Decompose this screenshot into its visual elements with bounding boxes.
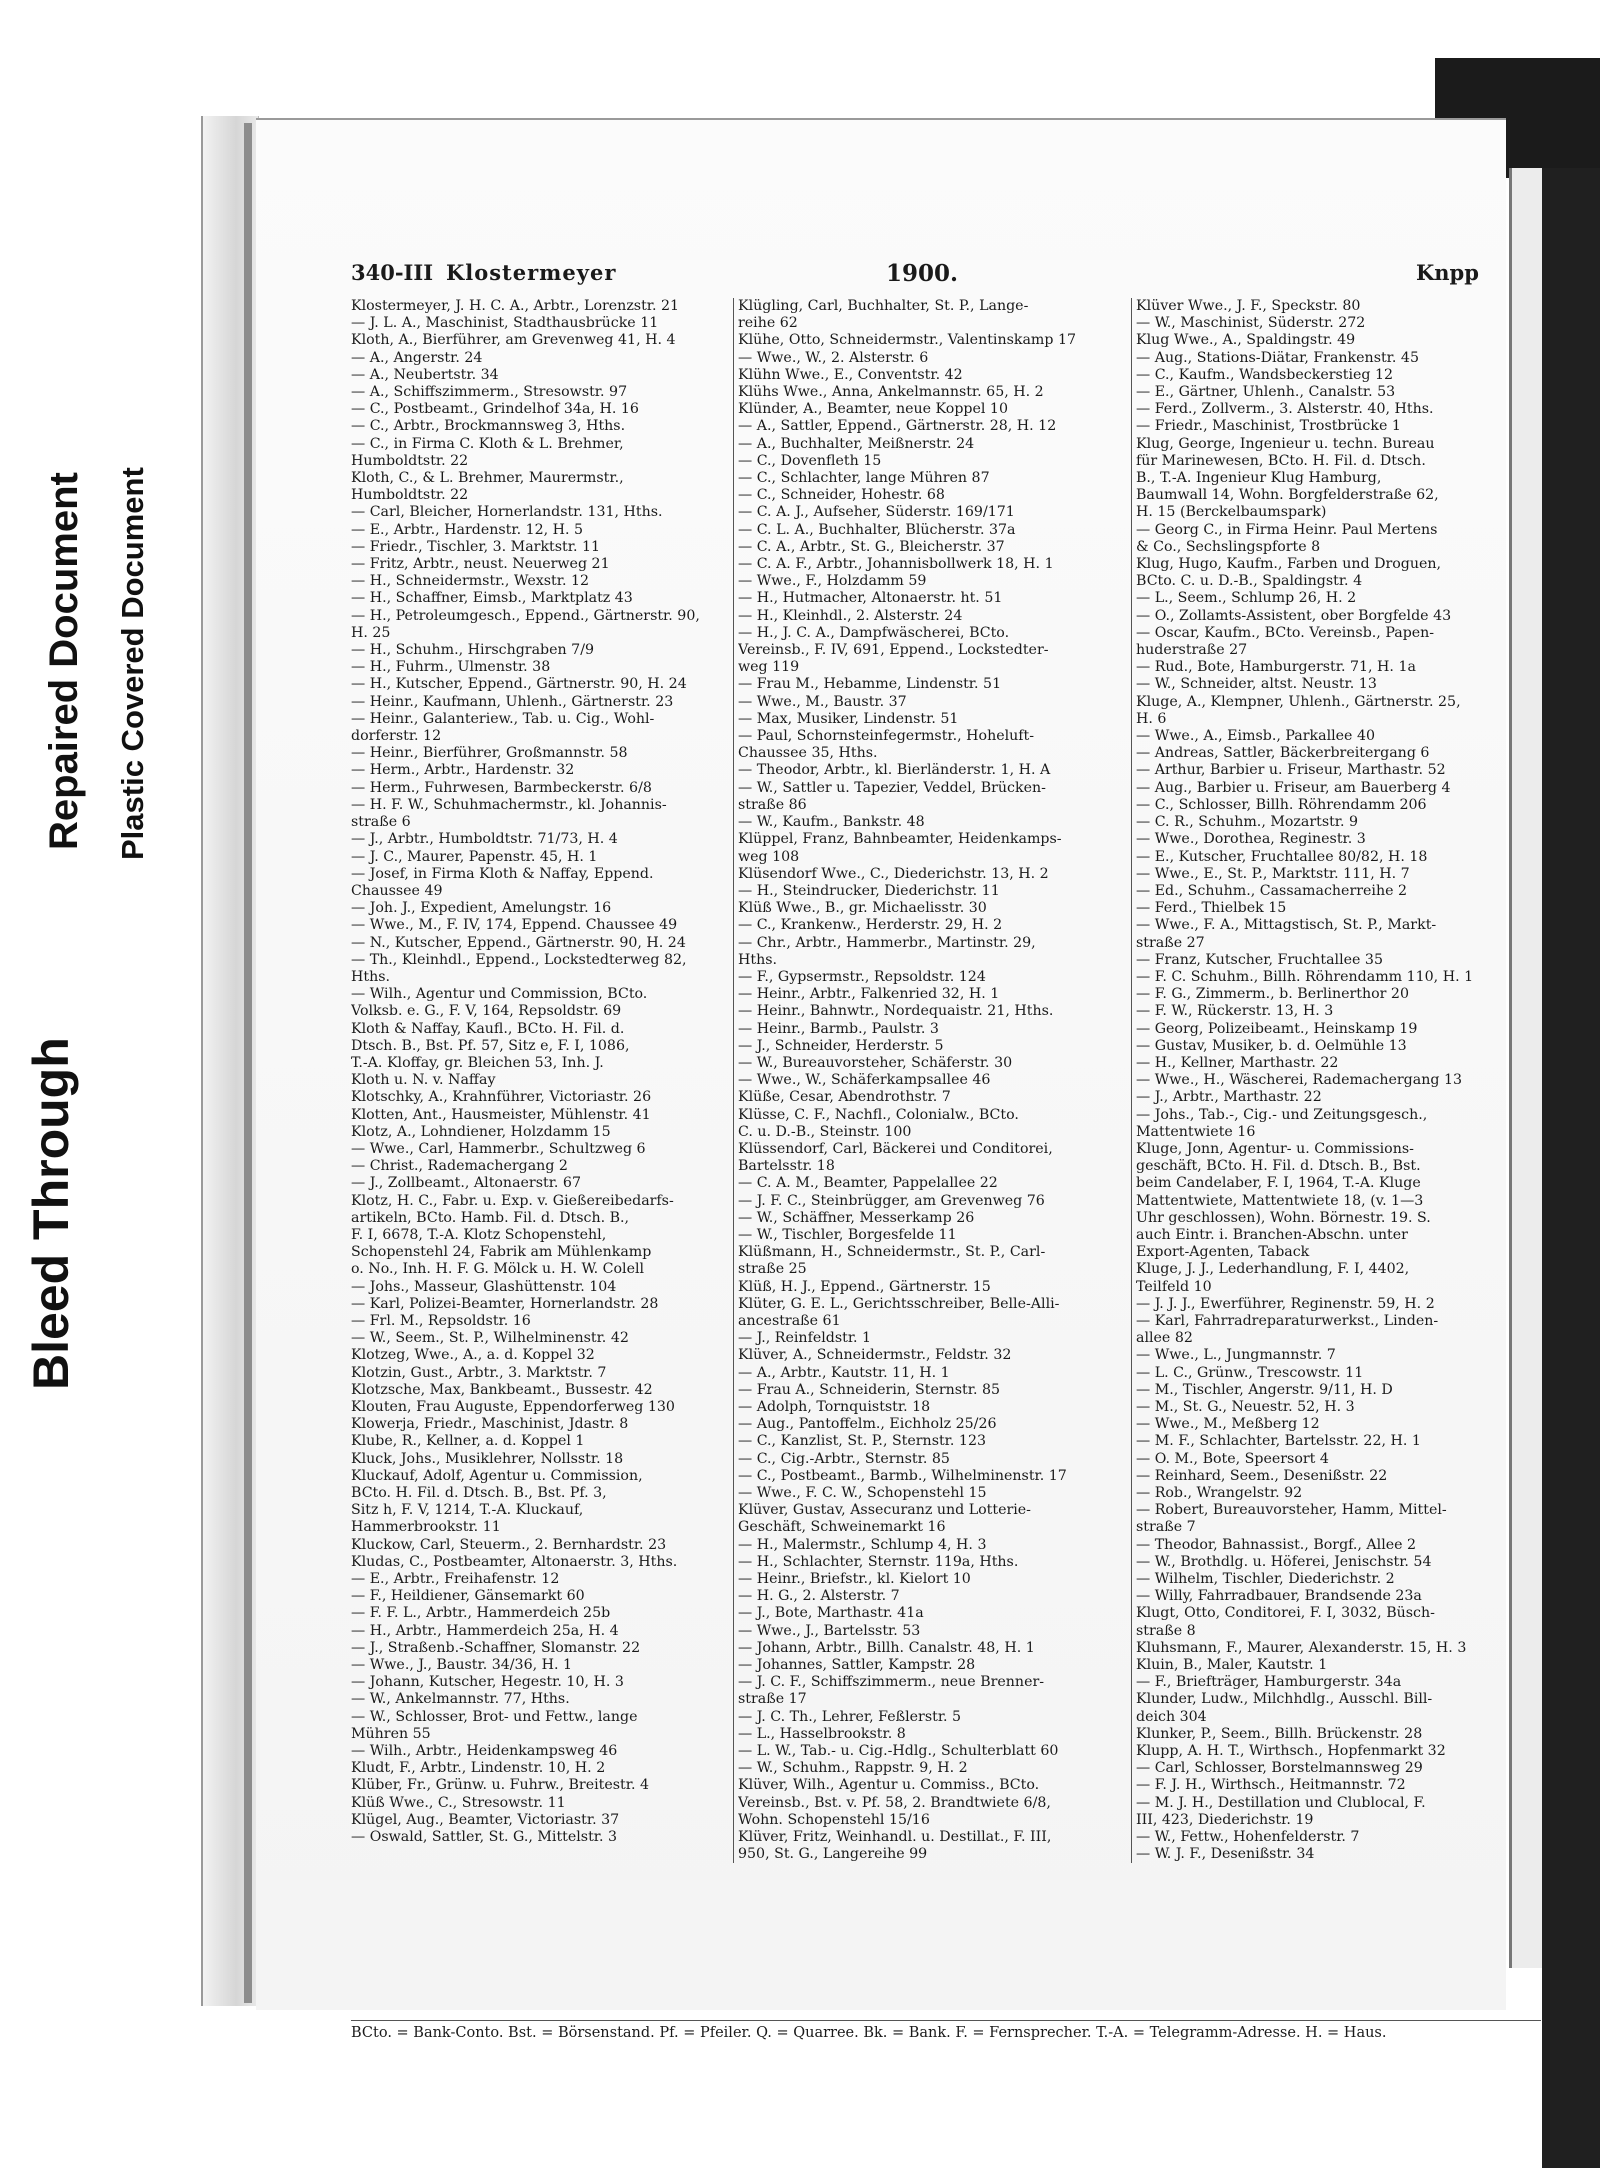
directory-entry-line: — C., Dovenfleth 15 (738, 452, 882, 469)
directory-entry-line: — H., J. C. A., Dampfwäscherei, BCto. (738, 624, 1010, 641)
directory-entry-line: — W., Schuhm., Rappstr. 9, H. 2 (738, 1760, 968, 1777)
directory-entry-line: Klüppel, Franz, Bahnbeamter, Heidenkamps- (738, 831, 1062, 848)
directory-entry-line: — Aug., Pantoffelm., Eichholz 25/26 (738, 1416, 997, 1433)
directory-entry-line: — A., Neubertstr. 34 (351, 366, 499, 383)
directory-entry-line: Klügling, Carl, Buchhalter, St. P., Lange- (738, 298, 1029, 314)
directory-entry-line: — Frau M., Hebamme, Lindenstr. 51 (738, 676, 1002, 693)
directory-entry-line: Teilfeld 10 (1136, 1278, 1212, 1295)
directory-entry-line: — Wwe., J., Baustr. 34/36, H. 1 (351, 1657, 573, 1674)
directory-entry-line: — Joh. J., Expedient, Amelungstr. 16 (351, 900, 612, 917)
directory-entry-line: — H., Kutscher, Eppend., Gärtnerstr. 90, H. 24 (351, 676, 687, 693)
directory-entry-line: — C. A. J., Aufseher, Süderstr. 169/171 (738, 504, 1015, 521)
directory-entry-line: — Ed., Schuhm., Cassamacherreihe 2 (1136, 882, 1408, 899)
directory-entry-line: Vereinsb., Bst. v. Pf. 58, 2. Brandtwiete 6/8, (738, 1794, 1051, 1811)
directory-entry-line: — L. C., Grünw., Trescowstr. 11 (1136, 1364, 1364, 1381)
directory-entry-line: Klüssendorf, Carl, Bäckerei und Conditorei, (738, 1140, 1053, 1157)
directory-entry-line: — Ferd., Zollverm., 3. Alsterstr. 40, Hths. (1136, 401, 1434, 418)
directory-entry-line: — C., in Firma C. Kloth & L. Brehmer, (351, 435, 624, 452)
directory-entry-line: — Herm., Arbtr., Hardenstr. 32 (351, 762, 575, 779)
directory-entry-line: — Heinr., Arbtr., Falkenried 32, H. 1 (738, 986, 1000, 1003)
directory-entry-line: — L. W., Tab.- u. Cig.-Hdlg., Schulterblatt 60 (738, 1743, 1059, 1760)
directory-entry-line: — A., Arbtr., Kautstr. 11, H. 1 (738, 1364, 950, 1381)
directory-entry-line: — Arthur, Barbier u. Friseur, Marthastr. 52 (1136, 762, 1446, 779)
plastic-covered-label: Plastic Covered Document (115, 467, 150, 860)
directory-entry-line: H. 15 (Berckelbaumspark) (1136, 504, 1327, 521)
directory-entry-line: Kluge, Jonn, Agentur- u. Commissions- (1136, 1140, 1414, 1157)
directory-entry-line: Klühn Wwe., E., Conventstr. 42 (738, 366, 963, 383)
directory-entry-line: — C., Kaufm., Wandsbeckerstieg 12 (1136, 366, 1394, 383)
directory-entry-line: — Georg, Polizeibeamt., Heinskamp 19 (1136, 1020, 1418, 1037)
directory-entry-line: — F. G., Zimmerm., b. Berlinerthor 20 (1136, 986, 1409, 1003)
directory-entry-line: — Willy, Fahrradbauer, Brandsende 23a (1136, 1588, 1422, 1605)
directory-entry-line: Kludas, C., Postbeamter, Altonaerstr. 3, Hths. (351, 1553, 678, 1570)
directory-entry-line: — Wwe., W., Schäferkampsallee 46 (738, 1072, 991, 1089)
directory-entry-line: Klüsse, C. F., Nachfl., Colonialw., BCto. (738, 1106, 1019, 1123)
directory-entry-line: — Adolph, Tornquiststr. 18 (738, 1399, 931, 1415)
directory-entry-line: — Carl, Schlosser, Borstelmannsweg 29 (1136, 1760, 1423, 1777)
directory-entry-line: Kluckow, Carl, Steuerm., 2. Bernhardstr. 23 (351, 1536, 667, 1553)
directory-entry-line: — Wilhelm, Tischler, Diederichstr. 2 (1136, 1571, 1395, 1588)
directory-entry-line: auch Eintr. i. Branchen-Abschn. unter (1136, 1226, 1408, 1243)
directory-entry-line: Hths. (351, 968, 391, 985)
directory-entry-line: — C. A. M., Beamter, Pappelallee 22 (738, 1175, 998, 1192)
directory-entry-line: — Josef, in Firma Kloth & Naffay, Eppend. (351, 865, 654, 882)
directory-entry-line: Klunker, P., Seem., Billh. Brückenstr. 28 (1136, 1725, 1423, 1742)
directory-entry-line: Klotzin, Gust., Arbtr., 3. Marktstr. 7 (351, 1364, 607, 1381)
directory-entry-line: Mühren 55 (351, 1725, 431, 1742)
directory-entry-line: Klotschky, A., Krahnführer, Victoriastr. 26 (351, 1089, 652, 1106)
directory-entry-line: Mattentwiete 16 (1136, 1123, 1256, 1140)
directory-entry-line: Klüber, Fr., Grünw. u. Fuhrw., Breitestr. 4 (351, 1777, 649, 1794)
directory-entry-line: deich 304 (1136, 1708, 1207, 1725)
directory-entry-line: — A., Sattler, Eppend., Gärtnerstr. 28, H. 12 (738, 418, 1057, 435)
directory-entry-line: — F., Briefträger, Hamburgerstr. 34a (1136, 1674, 1402, 1691)
directory-entry-line: — H., Kleinhdl., 2. Alsterstr. 24 (738, 607, 963, 624)
directory-page (256, 118, 1506, 2041)
directory-entry-line: — C. R., Schuhm., Mozartstr. 9 (1136, 814, 1359, 831)
directory-entry-line: — W., Ankelmannstr. 77, Hths. (351, 1691, 570, 1708)
directory-entry-line: Humboldtstr. 22 (351, 452, 469, 469)
directory-entry-line: Uhr geschlossen), Wohn. Börnestr. 19. S. (1136, 1209, 1431, 1226)
directory-entry-line: Klühe, Otto, Schneidermstr., Valentinskamp 17 (738, 332, 1077, 349)
directory-entry-line: Klüß Wwe., B., gr. Michaelisstr. 30 (738, 900, 987, 917)
directory-entry-line: — L., Seem., Schlump 26, H. 2 (1136, 590, 1357, 607)
directory-entry-line: — H., Arbtr., Hammerdeich 25a, H. 4 (351, 1622, 619, 1639)
directory-entry-line: — Aug., Stations-Diätar, Frankenstr. 45 (1136, 349, 1419, 366)
directory-entry-line: — C., Schneider, Hohestr. 68 (738, 487, 945, 504)
directory-entry-line: — Johann, Kutscher, Hegestr. 10, H. 3 (351, 1674, 624, 1691)
directory-entry-line: — Karl, Polizei-Beamter, Hornerlandstr. 28 (351, 1295, 659, 1312)
directory-entry-line: — E., Kutscher, Fruchtallee 80/82, H. 18 (1136, 848, 1428, 865)
directory-entry-line: Kluge, J. J., Lederhandlung, F. I, 4402, (1136, 1261, 1410, 1278)
header-left-keyword: Klostermeyer (446, 260, 617, 285)
directory-entry-line: — N., Kutscher, Eppend., Gärtnerstr. 90, H. 24 (351, 934, 686, 951)
directory-entry-line: huderstraße 27 (1136, 642, 1248, 659)
directory-entry-line: — Ferd., Thielbek 15 (1136, 900, 1287, 917)
label-sidebar (0, 0, 200, 2177)
directory-entry-line: Klüß Wwe., C., Stresowstr. 11 (351, 1794, 566, 1811)
directory-entry-line: — Frl. M., Repsoldstr. 16 (351, 1312, 531, 1329)
directory-entry-line: — J. C., Maurer, Papenstr. 45, H. 1 (351, 848, 598, 865)
directory-entry-line: 950, St. G., Langereihe 99 (738, 1846, 928, 1863)
directory-entry-line: F. I, 6678, T.-A. Klotz Schopenstehl, (351, 1226, 607, 1243)
directory-entry-line: — H. F. W., Schuhmachermstr., kl. Johannis- (351, 796, 667, 813)
directory-entry-line: — M., Tischler, Angerstr. 9/11, H. D (1136, 1381, 1393, 1398)
directory-entry-line: — H., Schneidermstr., Wexstr. 12 (351, 573, 590, 590)
directory-entry-line: — M. J. H., Destillation und Clublocal, F. (1136, 1794, 1426, 1811)
directory-entry-line: — W., Sattler u. Tapezier, Veddel, Brücken- (738, 779, 1046, 796)
directory-entry-line: — Wwe., W., 2. Alsterstr. 6 (738, 349, 929, 366)
directory-entry-line: — C. A. F., Arbtr., Johannisbollwerk 18, H. 1 (738, 556, 1054, 573)
column-2 (733, 298, 1133, 1863)
directory-entry-line: Klüver, Gustav, Assecuranz und Lotterie- (738, 1502, 1031, 1519)
directory-entry-line: Volksb. e. G., F. V, 164, Repsoldstr. 69 (351, 1003, 622, 1020)
directory-entry-line: — Heinr., Bahnwtr., Nordequaistr. 21, Hths. (738, 1003, 1054, 1020)
directory-entry-line: — W., Kaufm., Bankstr. 48 (738, 814, 925, 831)
directory-entry-line: Klug, George, Ingenieur u. techn. Bureau (1136, 435, 1435, 452)
directory-entry-line: Klug, Hugo, Kaufm., Farben und Droguen, (1136, 556, 1442, 573)
directory-entry-line: — J., Arbtr., Humboldtstr. 71/73, H. 4 (351, 831, 618, 848)
directory-entry-line: — Theodor, Bahnassist., Borgf., Allee 2 (1136, 1536, 1417, 1553)
directory-entry-line: Vereinsb., F. IV, 691, Eppend., Lockstedter- (738, 642, 1049, 659)
directory-entry-line: Hths. (738, 951, 778, 968)
directory-entry-line: — Robert, Bureauvorsteher, Hamm, Mittel- (1136, 1502, 1447, 1519)
directory-entry-line: — Wwe., M., Baustr. 37 (738, 693, 907, 710)
directory-entry-line: Klotzeg, Wwe., A., a. d. Koppel 32 (351, 1347, 595, 1364)
scan-background-right (1542, 168, 1600, 2168)
directory-entry-line: — Max, Musiker, Lindenstr. 51 (738, 710, 959, 727)
directory-entry-line: — Aug., Barbier u. Friseur, am Bauerberg 4 (1136, 779, 1451, 796)
directory-entry-line: Klowerja, Friedr., Maschinist, Jdastr. 8 (351, 1416, 629, 1433)
directory-entry-line: — Heinr., Bierführer, Großmannstr. 58 (351, 745, 628, 762)
directory-entry-line: BCto. H. Fil. d. Dtsch. B., Bst. Pf. 3, (351, 1485, 607, 1502)
directory-entry-line: Wohn. Schopenstehl 15/16 (738, 1811, 930, 1828)
directory-entry-line: für Marinewesen, BCto. H. Fil. d. Dtsch. (1136, 452, 1426, 469)
directory-entry-line: weg 119 (738, 659, 800, 676)
directory-entry-line: — C., Postbeamt., Grindelhof 34a, H. 16 (351, 401, 639, 418)
directory-entry-line: — A., Schiffszimmerm., Stresowstr. 97 (351, 384, 628, 401)
directory-entry-line: — F. F. L., Arbtr., Hammerdeich 25b (351, 1605, 611, 1622)
directory-entry-line: C. u. D.-B., Steinstr. 100 (738, 1123, 912, 1140)
directory-entry-line: — E., Arbtr., Hardenstr. 12, H. 5 (351, 521, 584, 538)
directory-entry-line: Kluhsmann, F., Maurer, Alexanderstr. 15, H. 3 (1136, 1639, 1467, 1656)
directory-entry-line: — Heinr., Briefstr., kl. Kielort 10 (738, 1571, 971, 1588)
directory-entry-line: Dtsch. B., Bst. Pf. 57, Sitz e, F. I, 1086, (351, 1037, 630, 1054)
directory-entry-line: — Fritz, Arbtr., neust. Neuerweg 21 (351, 556, 610, 573)
directory-entry-line: Klüsendorf Wwe., C., Diederichstr. 13, H. 2 (738, 865, 1049, 882)
directory-entry-line: — Heinr., Barmb., Paulstr. 3 (738, 1020, 939, 1037)
directory-entry-line: Klüver, Fritz, Weinhandl. u. Destillat., F. III, (738, 1829, 1052, 1846)
directory-entry-line: — W., Fettw., Hohenfelderstr. 7 (1136, 1829, 1360, 1846)
directory-entry-line: Klügel, Aug., Beamter, Victoriastr. 37 (351, 1811, 620, 1828)
directory-entry-line: — Johs., Masseur, Glashüttenstr. 104 (351, 1278, 617, 1295)
directory-entry-line: Chaussee 35, Hths. (738, 745, 878, 762)
directory-entry-line: Klünder, A., Beamter, neue Koppel 10 (738, 401, 1008, 418)
directory-entry-line: — C., Kanzlist, St. P., Sternstr. 123 (738, 1433, 986, 1450)
directory-entry-line: — L., Hasselbrookstr. 8 (738, 1725, 906, 1742)
directory-entry-line: — Gustav, Musiker, b. d. Oelmühle 13 (1136, 1037, 1407, 1054)
directory-entry-line: weg 108 (738, 848, 800, 865)
directory-entry-line: — H., Schuhm., Hirschgraben 7/9 (351, 642, 594, 659)
directory-entry-line: H. 6 (1136, 710, 1167, 727)
directory-entry-line: — Paul, Schornsteinfegermstr., Hoheluft- (738, 728, 1035, 745)
directory-entry-line: — E., Gärtner, Uhlenh., Canalstr. 53 (1136, 384, 1396, 401)
bleed-through-label: Bleed Through (23, 1037, 79, 1390)
directory-entry-line: Klouten, Frau Auguste, Eppendorferweg 130 (351, 1399, 675, 1415)
directory-entry-line: Bartelsstr. 18 (738, 1158, 835, 1175)
directory-entry-line: — H., Petroleumgesch., Eppend., Gärtnerstr. 90, (351, 607, 700, 624)
directory-entry-line: o. No., Inh. H. F. G. Mölck u. H. W. Colell (351, 1261, 645, 1278)
directory-entry-line: — J. J. J., Ewerführer, Reginenstr. 59, H. 2 (1136, 1295, 1435, 1312)
directory-entry-line: — Carl, Bleicher, Hornerlandstr. 131, Hths. (351, 504, 663, 521)
directory-entry-line: beim Candelaber, F. I, 1964, T.-A. Kluge (1136, 1175, 1421, 1192)
column-1 (351, 298, 736, 1846)
directory-entry-line: — Wwe., M., F. IV, 174, Eppend. Chaussee 49 (351, 917, 678, 934)
directory-entry-line: — Wwe., Carl, Hammerbr., Schultzweg 6 (351, 1140, 646, 1157)
directory-entry-line: straße 25 (738, 1261, 807, 1278)
directory-entry-line: — W., Bureauvorsteher, Schäferstr. 30 (738, 1054, 1013, 1071)
directory-entry-line: — C. L. A., Buchhalter, Blücherstr. 37a (738, 521, 1016, 538)
directory-entry-line: — J. F. C., Steinbrügger, am Grevenweg 76 (738, 1192, 1045, 1209)
directory-entry-line: — Franz, Kutscher, Fruchtallee 35 (1136, 951, 1383, 968)
directory-entry-line: & Co., Sechslingspforte 8 (1136, 538, 1321, 555)
directory-entry-line: — C., Arbtr., Brockmannsweg 3, Hths. (351, 418, 626, 435)
directory-entry-line: — Chr., Arbtr., Hammerbr., Martinstr. 29, (738, 934, 1036, 951)
directory-entry-line: Klotzsche, Max, Bankbeamt., Bussestr. 42 (351, 1381, 653, 1398)
directory-entry-line: straße 8 (1136, 1622, 1196, 1639)
directory-entry-line: Klüver, A., Schneidermstr., Feldstr. 32 (738, 1347, 1012, 1364)
directory-entry-line: — F. J. H., Wirthsch., Heitmannstr. 72 (1136, 1777, 1406, 1794)
directory-entry-line: — Wwe., J., Bartelsstr. 53 (738, 1622, 921, 1639)
directory-entry-line: — Wwe., Dorothea, Reginestr. 3 (1136, 831, 1366, 848)
directory-entry-line: — Johannes, Sattler, Kampstr. 28 (738, 1657, 976, 1674)
directory-entry-line: Klube, R., Kellner, a. d. Koppel 1 (351, 1433, 585, 1450)
directory-entry-line: Kloth, C., & L. Brehmer, Maurermstr., (351, 470, 624, 487)
directory-entry-line: — W. J. F., Desenißstr. 34 (1136, 1846, 1315, 1863)
directory-entry-line: — Wwe., F. A., Mittagstisch, St. P., Markt- (1136, 917, 1437, 934)
directory-entry-line: Klotz, A., Lohndiener, Holzdamm 15 (351, 1123, 611, 1140)
header-year: 1900. (886, 260, 959, 287)
directory-entry-line: Kluckauf, Adolf, Agentur u. Commission, (351, 1467, 643, 1484)
directory-entry-line: — Theodor, Arbtr., kl. Bierländerstr. 1, H. A (738, 762, 1051, 779)
directory-entry-line: T.-A. Kloffay, gr. Bleichen 53, Inh. J. (351, 1054, 604, 1071)
directory-entry-line: — E., Arbtr., Freihafenstr. 12 (351, 1571, 560, 1588)
directory-entry-line: straße 7 (1136, 1519, 1196, 1536)
directory-entry-line: geschäft, BCto. H. Fil. d. Dtsch. B., Bst. (1136, 1158, 1421, 1175)
directory-entry-line: — O. M., Bote, Speersort 4 (1136, 1450, 1329, 1467)
directory-entry-line: — Wwe., F., Holzdamm 59 (738, 573, 927, 590)
directory-entry-line: — Andreas, Sattler, Bäckerbreitergang 6 (1136, 745, 1430, 762)
directory-entry-line: Klug Wwe., A., Spaldingstr. 49 (1136, 332, 1356, 349)
directory-entry-line: — J. C. F., Schiffszimmerm., neue Brenner- (738, 1674, 1045, 1691)
directory-entry-line: — Reinhard, Seem., Desenißstr. 22 (1136, 1467, 1388, 1484)
directory-entry-line: Klupp, A. H. T., Wirthsch., Hopfenmarkt 32 (1136, 1743, 1446, 1760)
directory-entry-line: — J., Bote, Marthastr. 41a (738, 1605, 924, 1622)
directory-entry-line: straße 27 (1136, 934, 1205, 951)
directory-entry-line: Kluge, A., Klempner, Uhlenh., Gärtnerstr. 25, (1136, 693, 1461, 710)
directory-entry-line: — Herm., Fuhrwesen, Barmbeckerstr. 6/8 (351, 779, 652, 796)
directory-entry-line: — F., Heildiener, Gänsemarkt 60 (351, 1588, 585, 1605)
header-right-keyword: Knpp (1416, 260, 1479, 285)
directory-entry-line: Klotz, H. C., Fabr. u. Exp. v. Gießereibedarfs- (351, 1192, 674, 1209)
directory-entry-line: — Johs., Tab.-, Cig.- und Zeitungsgesch., (1136, 1106, 1428, 1123)
directory-entry-line: — W., Schäffner, Messerkamp 26 (738, 1209, 975, 1226)
directory-entry-line: H. 25 (351, 624, 391, 641)
directory-entry-line: — H., Malermstr., Schlump 4, H. 3 (738, 1536, 987, 1553)
directory-entry-line: — C., Krankenw., Herderstr. 29, H. 2 (738, 917, 1003, 934)
directory-entry-line: — C., Schlachter, lange Mühren 87 (738, 470, 990, 487)
directory-entry-line: Klotten, Ant., Hausmeister, Mühlenstr. 41 (351, 1106, 651, 1123)
directory-entry-line: Klostermeyer, J. H. C. A., Arbtr., Lorenzstr. 21 (351, 298, 680, 314)
directory-entry-line: — W., Brothdlg. u. Höferei, Jenischstr. 54 (1136, 1553, 1432, 1570)
directory-entry-line: Kloth & Naffay, Kaufl., BCto. H. Fil. d. (351, 1020, 625, 1037)
directory-entry-line: Geschäft, Schweinemarkt 16 (738, 1519, 946, 1536)
directory-entry-line: Klunder, Ludw., Milchhdlg., Ausschl. Bill- (1136, 1691, 1433, 1708)
directory-entry-line: III, 423, Diederichstr. 19 (1136, 1811, 1314, 1828)
directory-entry-line: reihe 62 (738, 315, 798, 332)
directory-entry-line: — J., Reinfeldstr. 1 (738, 1330, 872, 1347)
abbreviation-legend: BCto. = Bank-Conto. Bst. = Börsenstand. Pf. = Pfeiler. Q. = Quarree. Bk. = Bank. F. = Fernsprecher. T.-A. = Telegramm-Adresse. H. = Haus. (351, 2020, 1541, 2041)
directory-entry-line: — O., Zollamts-Assistent, ober Borgfelde 43 (1136, 607, 1452, 624)
directory-entry-line: — W., Seem., St. P., Wilhelminenstr. 42 (351, 1330, 629, 1347)
directory-entry-line: — Oscar, Kaufm., BCto. Vereinsb., Papen- (1136, 624, 1435, 641)
directory-entry-line: — J., Straßenb.-Schaffner, Slomanstr. 22 (351, 1639, 641, 1656)
directory-entry-line: — Georg C., in Firma Heinr. Paul Mertens (1136, 521, 1438, 538)
directory-entry-line: — W., Schlosser, Brot- und Fettw., lange (351, 1708, 638, 1725)
directory-entry-line: Baumwall 14, Wohn. Borgfelderstraße 62, (1136, 487, 1439, 504)
directory-entry-line: — H., Schaffner, Eimsb., Marktplatz 43 (351, 590, 633, 607)
directory-entry-line: — F. W., Rückerstr. 13, H. 3 (1136, 1003, 1334, 1020)
directory-entry-line: Klüver Wwe., J. F., Speckstr. 80 (1136, 298, 1361, 314)
directory-entry-line: — Karl, Fahrradreparaturwerkst., Linden- (1136, 1312, 1439, 1329)
directory-entry-line: — Wwe., F. C. W., Schopenstehl 15 (738, 1485, 987, 1502)
directory-entry-line: — F. C. Schuhm., Billh. Röhrendamm 110, H. 1 (1136, 968, 1474, 985)
directory-entry-line: — J., Arbtr., Marthastr. 22 (1136, 1089, 1322, 1106)
directory-entry-line: — Heinr., Galanteriew., Tab. u. Cig., Wohl- (351, 710, 655, 727)
directory-entry-line: Klüß, H. J., Eppend., Gärtnerstr. 15 (738, 1278, 991, 1295)
page-number: 340-III (351, 260, 434, 285)
directory-entry-line: — Rud., Bote, Hamburgerstr. 71, H. 1a (1136, 659, 1416, 676)
directory-entry-line: — C., Cig.-Arbtr., Sternstr. 85 (738, 1450, 950, 1467)
directory-entry-line: — H., Steindrucker, Diederichstr. 11 (738, 882, 1000, 899)
directory-entry-line: — W., Maschinist, Süderstr. 272 (1136, 315, 1366, 332)
directory-entry-line: — Rob., Wrangelstr. 92 (1136, 1485, 1303, 1502)
directory-entry-line: — J. C. Th., Lehrer, Feßlerstr. 5 (738, 1708, 962, 1725)
directory-entry-line: — M. F., Schlachter, Bartelsstr. 22, H. 1 (1136, 1433, 1421, 1450)
directory-entry-line: dorferstr. 12 (351, 728, 442, 745)
scanned-page (196, 58, 1600, 2177)
directory-entry-line: Hammerbrookstr. 11 (351, 1519, 501, 1536)
directory-entry-line: ancestraße 61 (738, 1312, 841, 1329)
column-3 (1131, 298, 1536, 1863)
binding-shadow (244, 123, 252, 2003)
directory-entry-line: — C., Schlosser, Billh. Röhrendamm 206 (1136, 796, 1427, 813)
directory-entry-line: artikeln, BCto. Hamb. Fil. d. Dtsch. B., (351, 1209, 630, 1226)
directory-entry-line: — Wwe., E., St. P., Marktstr. 111, H. 7 (1136, 865, 1410, 882)
directory-entry-line: — Wwe., M., Meßberg 12 (1136, 1416, 1320, 1433)
directory-entry-line: Kluck, Johs., Musiklehrer, Nollsstr. 18 (351, 1450, 624, 1467)
directory-entry-line: — Wilh., Agentur und Commission, BCto. (351, 986, 648, 1003)
directory-entry-line: — H., Schlachter, Sternstr. 119a, Hths. (738, 1553, 1019, 1570)
directory-entry-line: — M., St. G., Neuestr. 52, H. 3 (1136, 1399, 1355, 1415)
directory-entry-line: straße 86 (738, 796, 807, 813)
directory-entry-line: Mattentwiete, Mattentwiete 18, (v. 1—3 (1136, 1192, 1424, 1209)
directory-entry-line: — J., Schneider, Herderstr. 5 (738, 1037, 944, 1054)
page-header (351, 260, 1541, 294)
directory-entry-line: Humboldtstr. 22 (351, 487, 469, 504)
repaired-document-label: Repaired Document (42, 472, 86, 850)
directory-entry-line: — H., Kellner, Marthastr. 22 (1136, 1054, 1339, 1071)
directory-entry-line: — Wwe., L., Jungmannstr. 7 (1136, 1347, 1336, 1364)
directory-entry-line: — C. A., Arbtr., St. G., Bleicherstr. 37 (738, 538, 1005, 555)
directory-entry-line: straße 17 (738, 1691, 807, 1708)
directory-entry-line: — C., Postbeamt., Barmb., Wilhelminenstr. 17 (738, 1467, 1067, 1484)
directory-entry-line: — Friedr., Maschinist, Trostbrücke 1 (1136, 418, 1401, 435)
directory-entry-line: — A., Buchhalter, Meißnerstr. 24 (738, 435, 975, 452)
directory-entry-line: — J. L. A., Maschinist, Stadthausbrücke 11 (351, 315, 659, 332)
directory-entry-line: — Wilh., Arbtr., Heidenkampsweg 46 (351, 1743, 618, 1760)
directory-entry-line: straße 6 (351, 814, 411, 831)
directory-entry-line: — Friedr., Tischler, 3. Marktstr. 11 (351, 538, 601, 555)
directory-entry-line: Schopenstehl 24, Fabrik am Mühlenkamp (351, 1244, 652, 1261)
directory-entry-line: B., T.-A. Ingenieur Klug Hamburg, (1136, 470, 1382, 487)
directory-entry-line: — W., Tischler, Borgesfelde 11 (738, 1226, 957, 1243)
directory-entry-line: Klüßmann, H., Schneidermstr., St. P., Carl- (738, 1244, 1046, 1261)
directory-entry-line: Klugt, Otto, Conditorei, F. I, 3032, Büsch- (1136, 1605, 1435, 1622)
directory-entry-line: Sitz h, F. V, 1214, T.-A. Kluckauf, (351, 1502, 584, 1519)
directory-entry-line: Kloth, A., Bierführer, am Grevenweg 41, H. 4 (351, 332, 676, 349)
directory-entry-line: — Wwe., A., Eimsb., Parkallee 40 (1136, 728, 1375, 745)
directory-entry-line: — Christ., Rademachergang 2 (351, 1158, 568, 1175)
directory-entry-line: — Wwe., H., Wäscherei, Rademachergang 13 (1136, 1072, 1462, 1089)
directory-entry-line: Kluin, B., Maler, Kautstr. 1 (1136, 1657, 1328, 1674)
directory-entry-line: — H., Hutmacher, Altonaerstr. ht. 51 (738, 590, 1003, 607)
directory-entry-line: — J., Zollbeamt., Altonaerstr. 67 (351, 1175, 581, 1192)
directory-entry-line: — W., Schneider, altst. Neustr. 13 (1136, 676, 1377, 693)
directory-entry-line: — Johann, Arbtr., Billh. Canalstr. 48, H. 1 (738, 1639, 1035, 1656)
directory-entry-line: — Heinr., Kaufmann, Uhlenh., Gärtnerstr. 23 (351, 693, 674, 710)
directory-entry-line: — Frau A., Schneiderin, Sternstr. 85 (738, 1381, 1001, 1398)
directory-entry-line: BCto. C. u. D.-B., Spaldingstr. 4 (1136, 573, 1363, 590)
directory-entry-line: — Th., Kleinhdl., Eppend., Lockstedterweg 82, (351, 951, 687, 968)
directory-entry-line: Klühs Wwe., Anna, Ankelmannstr. 65, H. 2 (738, 384, 1044, 401)
directory-entry-line: Export-Agenten, Taback (1136, 1244, 1310, 1261)
directory-entry-line: — Oswald, Sattler, St. G., Mittelstr. 3 (351, 1829, 618, 1846)
directory-entry-line: — H., Fuhrm., Ulmenstr. 38 (351, 659, 551, 676)
directory-entry-line: Kloth u. N. v. Naffay (351, 1072, 496, 1089)
directory-entry-line: allee 82 (1136, 1330, 1193, 1347)
directory-entry-line: Chaussee 49 (351, 882, 443, 899)
directory-entry-line: — H. G., 2. Alsterstr. 7 (738, 1588, 900, 1605)
directory-entry-line: Klüter, G. E. L., Gerichtsschreiber, Belle-Alli- (738, 1295, 1060, 1312)
directory-entry-line: — F., Gypsermstr., Repsoldstr. 124 (738, 968, 986, 985)
directory-entry-line: Klüße, Cesar, Abendrothstr. 7 (738, 1089, 951, 1106)
directory-entry-line: — A., Angerstr. 24 (351, 349, 483, 366)
directory-entry-line: Klüver, Wilh., Agentur u. Commiss., BCto. (738, 1777, 1040, 1794)
directory-entry-line: Kludt, F., Arbtr., Lindenstr. 10, H. 2 (351, 1760, 606, 1777)
